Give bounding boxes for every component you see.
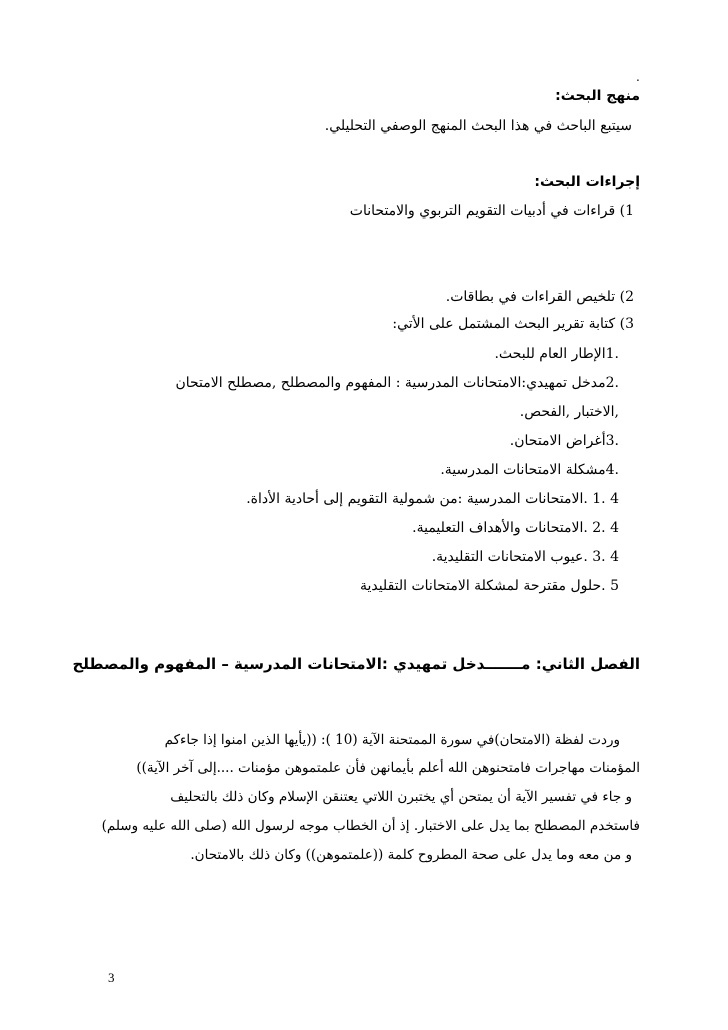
paragraph-line: و من معه وما يدل على صحة المطروح كلمة ((علمتموهن)) وكان ذلك بالامتحان. — [190, 847, 632, 863]
chapter-title: الفصل الثاني: مـــــــدخل تمهيدي :الامتحانات المدرسية – المفهوم والمصطلح — [72, 655, 640, 673]
paragraph-line: و جاء في تفسير الآية أن يمتحن أي يختبرن اللاتي يعتنقن الإسلام وكان ذلك بالتحليف — [170, 789, 632, 805]
outline-item: .1الإطار العام للبحث. — [494, 346, 619, 362]
procedure-step-1: 1) قراءات في أدبيات التقويم التربوي والامتحانات — [349, 203, 634, 219]
method-text: سيتبع الباحث في هذا البحث المنهج الوصفي التحليلي. — [324, 118, 632, 134]
method-heading: منهج البحث: — [555, 88, 640, 104]
paragraph-line: المؤمنات مهاجرات فامتحنوهن الله أعلم بأيمانهن فأن علمتموهن مؤمنات ....إلى آخر الآية)) — [136, 760, 640, 776]
procedure-step-2: 2) تلخيص القراءات في بطاقات. — [445, 289, 634, 305]
procedures-heading: إجراءات البحث: — [534, 174, 640, 190]
outline-subitem: 4 .2 .الامتحانات والأهداف التعليمية. — [412, 520, 619, 536]
outline-subitem: 4 .1 .الامتحانات المدرسية :من شمولية التقويم إلى أحادية الأداة. — [246, 491, 619, 507]
outline-item: .4مشكلة الامتحانات المدرسية. — [440, 462, 619, 478]
paragraph-line: وردت لفظة (الامتحان)في سورة الممتحنة الآية (10 ): ((يأيها الذين امنوا إذا جاءكم — [164, 732, 620, 748]
outline-subitem: 4 .3 .عيوب الامتحانات التقليدية. — [431, 549, 619, 565]
procedure-step-3: 3) كتابة تقرير البحث المشتمل على الأتي: — [392, 316, 634, 332]
top-mark: . — [636, 70, 640, 84]
paragraph-line: فاستخدم المصطلح بما يدل على الاختبار. إذ أن الخطاب موجه لرسول الله (صلى الله عليه وسلم) — [101, 818, 640, 834]
outline-item: .2مدخل تمهيدي:الامتحانات المدرسية : المفهوم والمصطلح ,مصطلح الامتحان — [175, 375, 619, 391]
outline-item: ,الاختبار ,الفحص. — [519, 404, 619, 420]
page-number: 3 — [108, 970, 115, 985]
outline-item: .3أغراض الامتحان. — [509, 433, 619, 449]
outline-item: 5 .حلول مقترحة لمشكلة الامتحانات التقليدية — [359, 578, 619, 594]
